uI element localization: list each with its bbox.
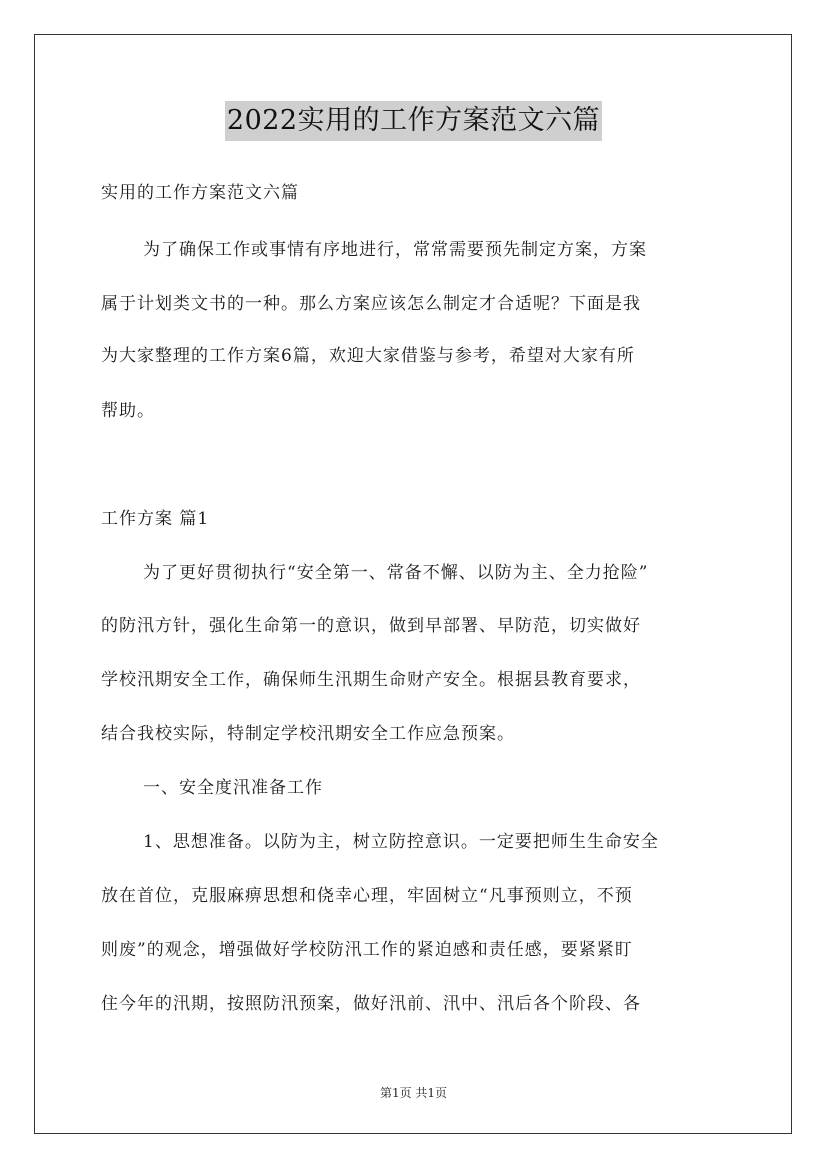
intro-line-3: 为大家整理的工作方案6篇，欢迎大家借鉴与参考，希望对大家有所 (101, 346, 635, 366)
item-line-3: 则废”的观念，增强做好学校防汛工作的紧迫感和责任感，要紧紧盯 (101, 940, 633, 960)
intro-line-1: 为了确保工作或事情有序地进行，常常需要预先制定方案，方案 (143, 240, 647, 260)
intro-line-4: 帮助。 (101, 401, 155, 421)
section-heading: 工作方案 篇1 (101, 509, 210, 529)
section-line-1: 为了更好贯彻执行“安全第一、常备不懈、以防为主、全力抢险” (143, 563, 649, 583)
page-footer: 第1页 共1页 (379, 1086, 448, 1100)
subheading: 一、安全度汛准备工作 (143, 778, 323, 798)
item-line-2: 放在首位，克服麻痹思想和侥幸心理，牢固树立“凡事预则立，不预 (101, 886, 633, 906)
section-line-2: 的防汛方针，强化生命第一的意识，做到早部署、早防范，切实做好 (101, 616, 641, 636)
document-title: 2022实用的工作方案范文六篇 (225, 101, 602, 141)
section-line-4: 结合我校实际，特制定学校汛期安全工作应急预案。 (101, 724, 515, 744)
item-line-1: 1、思想准备。以防为主，树立防控意识。一定要把师生生命安全 (143, 832, 659, 852)
document-subtitle: 实用的工作方案范文六篇 (101, 183, 299, 203)
section-line-3: 学校汛期安全工作，确保师生汛期生命财产安全。根据县教育要求， (101, 670, 641, 690)
item-line-4: 住今年的汛期，按照防汛预案，做好汛前、汛中、汛后各个阶段、各 (101, 994, 641, 1014)
title-container (0, 101, 827, 141)
intro-line-2: 属于计划类文书的一种。那么方案应该怎么制定才合适呢？下面是我 (101, 294, 641, 314)
